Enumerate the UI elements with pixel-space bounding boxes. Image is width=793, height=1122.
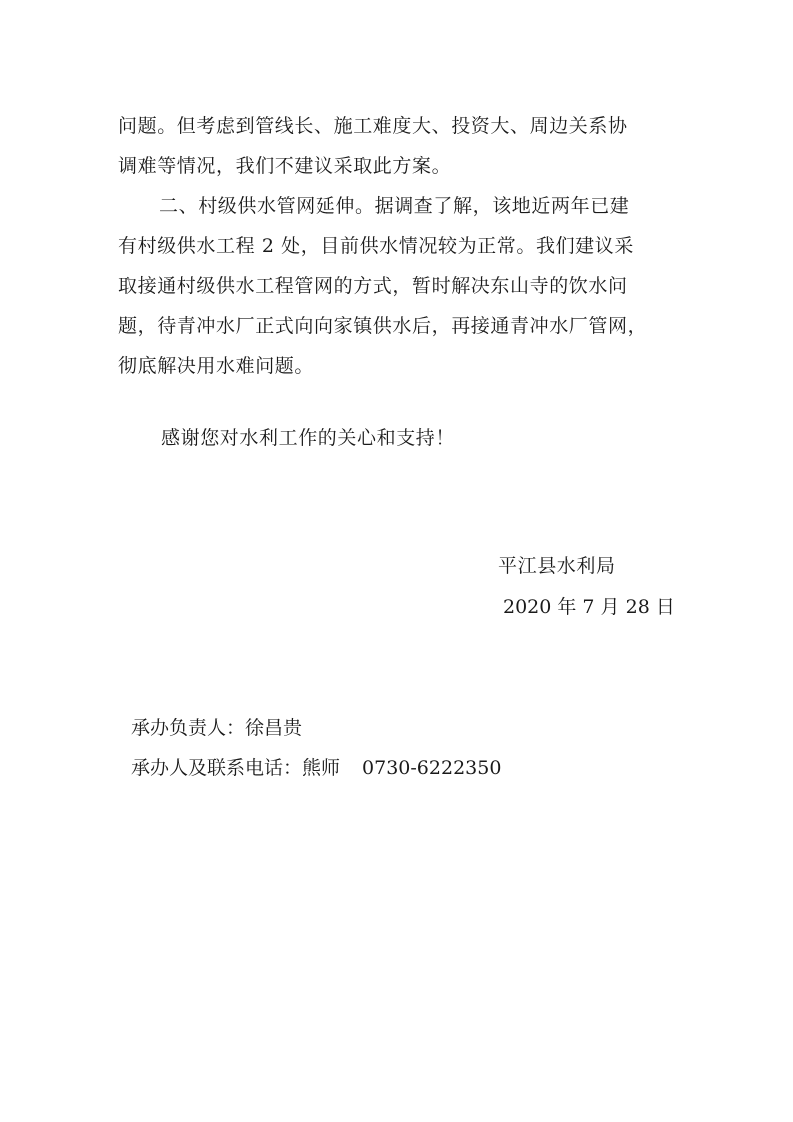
paragraph-2-line-1: 二、村级供水管网延伸。据调查了解，该地近两年已建 [159,195,630,217]
responsible-person-label: 承办负责人： [131,717,246,739]
responsible-person-name: 徐昌贵 [245,717,303,739]
handler-name: 熊师 [302,757,341,779]
signature-date: 2020 年 7 月 28 日 [503,596,675,618]
paragraph-2-line-2: 有村级供水工程 2 处，目前供水情况较为正常。我们建议采 [118,235,634,257]
handler-contact-row [131,748,501,788]
handler-label: 承办人及联系电话： [131,757,303,779]
paragraph-2-line-4: 题，待青冲水厂正式向向家镇供水后，再接通青冲水厂管网， [118,315,648,337]
paragraph-1-line-2: 调难等情况，我们不建议采取此方案。 [118,155,452,177]
document-body [118,106,678,386]
closing-remark: 感谢您对水利工作的关心和支持！ [161,427,456,449]
paragraph-2-line-3: 取接通村级供水工程管网的方式，暂时解决东山寺的饮水问 [118,275,628,297]
paragraph-1-line-1: 问题。但考虑到管线长、施工难度大、投资大、周边关系协 [118,115,628,137]
handler-phone: 0730-6222350 [362,757,502,779]
responsible-person-row [131,708,501,748]
signature-organization: 平江县水利局 [498,555,616,577]
paragraph-2-line-5: 彻底解决用水难问题。 [118,355,315,377]
contact-block [131,708,501,788]
